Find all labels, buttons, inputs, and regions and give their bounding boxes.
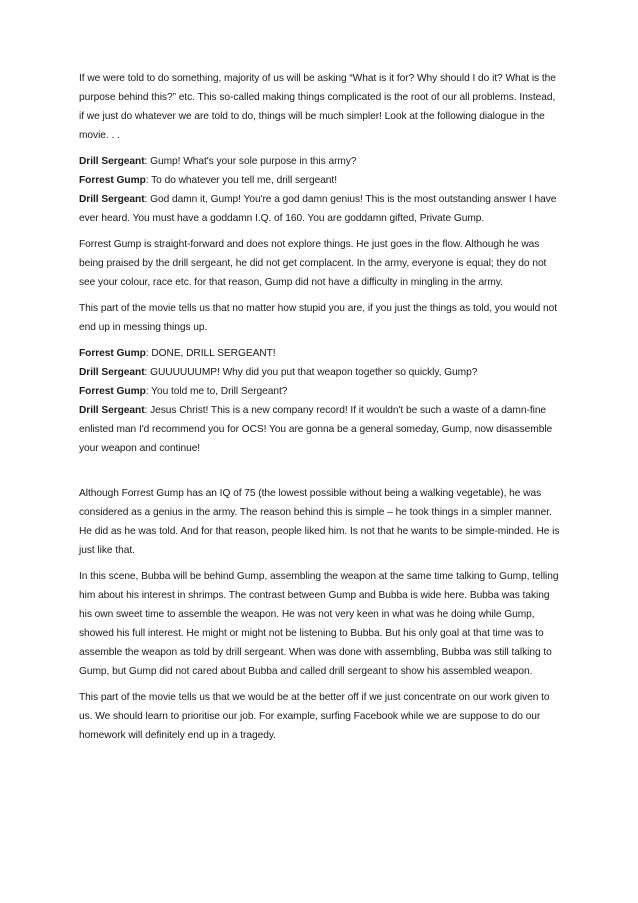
dialogue-text: : Jesus Christ! This is a new company record! If it wouldn't be such a waste of a damn-fine enlisted man I'd recommend you for OCS! You are gonna be a general someday, Gump, now disassemble your weapon and continue! (79, 405, 553, 454)
document-body (79, 69, 561, 752)
speaker-name: Drill Sergeant (79, 156, 145, 167)
speaker-name: Drill Sergeant (79, 367, 145, 378)
dialogue-block-2 (79, 344, 561, 458)
speaker-name: Drill Sergeant (79, 405, 145, 416)
paragraph-gump-straightforward: Forrest Gump is straight-forward and does not explore things. He just goes in the flow. Although he was being praised by the drill sergeant, he did not get complacent. In the army, everyone is equal; they do not see your colour, race etc. for that reason, Gump did not have a difficulty in mingling in the army. (79, 239, 547, 288)
speaker-name: Drill Sergeant (79, 194, 145, 205)
speaker-name: Forrest Gump (79, 386, 146, 397)
dialogue-line (79, 344, 561, 363)
dialogue-line (79, 152, 561, 171)
paragraph-iq: Although Forrest Gump has an IQ of 75 (the lowest possible without being a walking vegetable), he was considered as a genius in the army. The reason behind this is simple – he took things in a simpler manner. He did as he was told. And for that reason, people liked him. Is not that he wants to be simple-minded. He is just like that. (79, 488, 560, 556)
paragraph-intro: If we were told to do something, majority of us will be asking “What is it for? Why should I do it? What is the purpose behind this?” etc. This so-called making things complicated is the root of our all problems. Instead, if we just do whatever we are told to do, things will be much simpler! Look at the following dialogue in the movie. . . (79, 73, 556, 141)
dialogue-block-1 (79, 152, 561, 228)
dialogue-text: : Gump! What's your sole purpose in this army? (144, 156, 357, 167)
dialogue-line (79, 382, 561, 401)
dialogue-line (79, 363, 561, 382)
speaker-name: Forrest Gump (79, 175, 146, 186)
dialogue-line (79, 401, 561, 458)
paragraph-bubba-scene: In this scene, Bubba will be behind Gump, assembling the weapon at the same time talking to Gump, telling him about his interest in shrimps. The contrast between Gump and Bubba is wide here. Bubba was taking his own sweet time to assemble the weapon. He was not very keen in what was he doing while Gump, showed his full interest. He might or might not be listening to Bubba. But his only goal at that time was to assemble the weapon as told by drill sergeant. When was done with assembling, Bubba was still talking to Gump, but Gump did not cared about Bubba and called drill sergeant to show his assembled weapon. (79, 571, 559, 677)
dialogue-text: : To do whatever you tell me, drill sergeant! (145, 175, 337, 186)
speaker-name: Forrest Gump (79, 348, 146, 359)
paragraph-lesson-1: This part of the movie tells us that no matter how stupid you are, if you just the things as told, you would not end up in messing things up. (79, 303, 557, 333)
blank-line (79, 465, 561, 484)
dialogue-line (79, 171, 561, 190)
dialogue-text: : GUUUUUUMP! Why did you put that weapon together so quickly, Gump? (144, 367, 478, 378)
dialogue-text: : DONE, DRILL SERGEANT! (145, 348, 276, 359)
dialogue-text: : You told me to, Drill Sergeant? (145, 386, 288, 397)
dialogue-line (79, 190, 561, 228)
paragraph-lesson-2: This part of the movie tells us that we would be at the better off if we just concentrate on our work given to us. We should learn to prioritise our job. For example, surfing Facebook while we are suppose to do our homework will definitely end up in a tragedy. (79, 692, 550, 741)
dialogue-text: : God damn it, Gump! You're a god damn genius! This is the most outstanding answer I have ever heard. You must have a goddamn I.Q. of 160. You are goddamn gifted, Private Gump. (79, 194, 557, 224)
